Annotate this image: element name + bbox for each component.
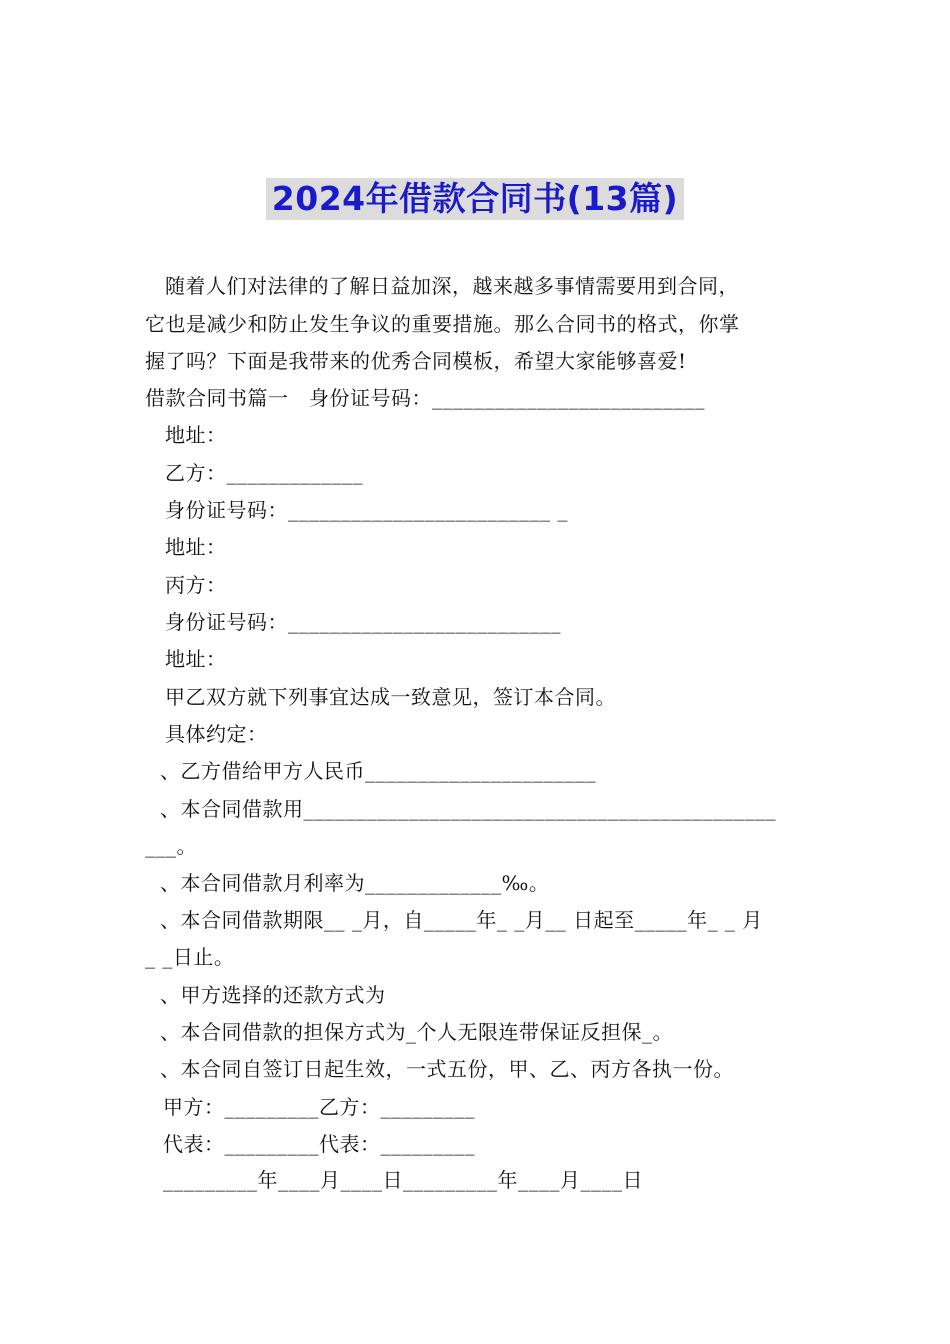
party-b-label: 乙方：_____________ (165, 461, 363, 485)
intro-line-3: 握了吗？下面是我带来的优秀合同模板，希望大家能够喜爱! (145, 349, 687, 373)
intro-line-1: 随着人们对法律的了解日益加深，越来越多事情需要用到合同， (165, 274, 739, 298)
signature-dates: _________年____月____日_________年____月____日 (163, 1168, 643, 1192)
signature-representatives: 代表：_________代表：_________ (163, 1132, 475, 1156)
clause-repayment: 、甲方选择的还款方式为 (160, 983, 386, 1007)
intro-line-2: 它也是减少和防止发生争议的重要措施。那么合同书的格式，你掌 (145, 312, 740, 336)
party-c-address: 地址： (165, 647, 227, 671)
party-a-address: 地址： (165, 423, 227, 447)
clause-effective: 、本合同自签订日起生效，一式五份，甲、乙、丙方各执一份。 (160, 1057, 734, 1081)
document-title: 2024年借款合同书(13篇) (266, 178, 684, 220)
terms-heading: 具体约定： (165, 722, 268, 746)
section-heading-line: 借款合同书篇一 身份证号码：__________________________ (145, 386, 705, 410)
clause-loan-purpose-cont: ___。 (145, 834, 197, 858)
title-wrap (0, 178, 950, 220)
clause-loan-purpose: 、本合同借款用_____________________________________________ (160, 797, 776, 821)
party-c-label: 丙方： (165, 573, 227, 597)
agreement-statement: 甲乙双方就下列事宜达成一致意见，签订本合同。 (165, 685, 616, 709)
clause-guarantee: 、本合同借款的担保方式为_个人无限连带保证反担保_。 (160, 1020, 673, 1044)
clause-loan-term: 、本合同借款期限__ _月，自_____年_ _月__ 日起至_____年_ _ 月 (160, 908, 763, 932)
clause-loan-term-cont: _ _日止。 (145, 945, 235, 969)
party-b-id: 身份证号码：_________________________ _ (165, 498, 568, 522)
party-b-address: 地址： (165, 535, 227, 559)
clause-loan-amount: 、乙方借给甲方人民币______________________ (160, 759, 596, 783)
clause-interest-rate: 、本合同借款月利率为_____________‰。 (160, 871, 550, 895)
signature-parties: 甲方：_________乙方：_________ (163, 1095, 475, 1119)
party-c-id: 身份证号码：__________________________ (165, 610, 561, 634)
